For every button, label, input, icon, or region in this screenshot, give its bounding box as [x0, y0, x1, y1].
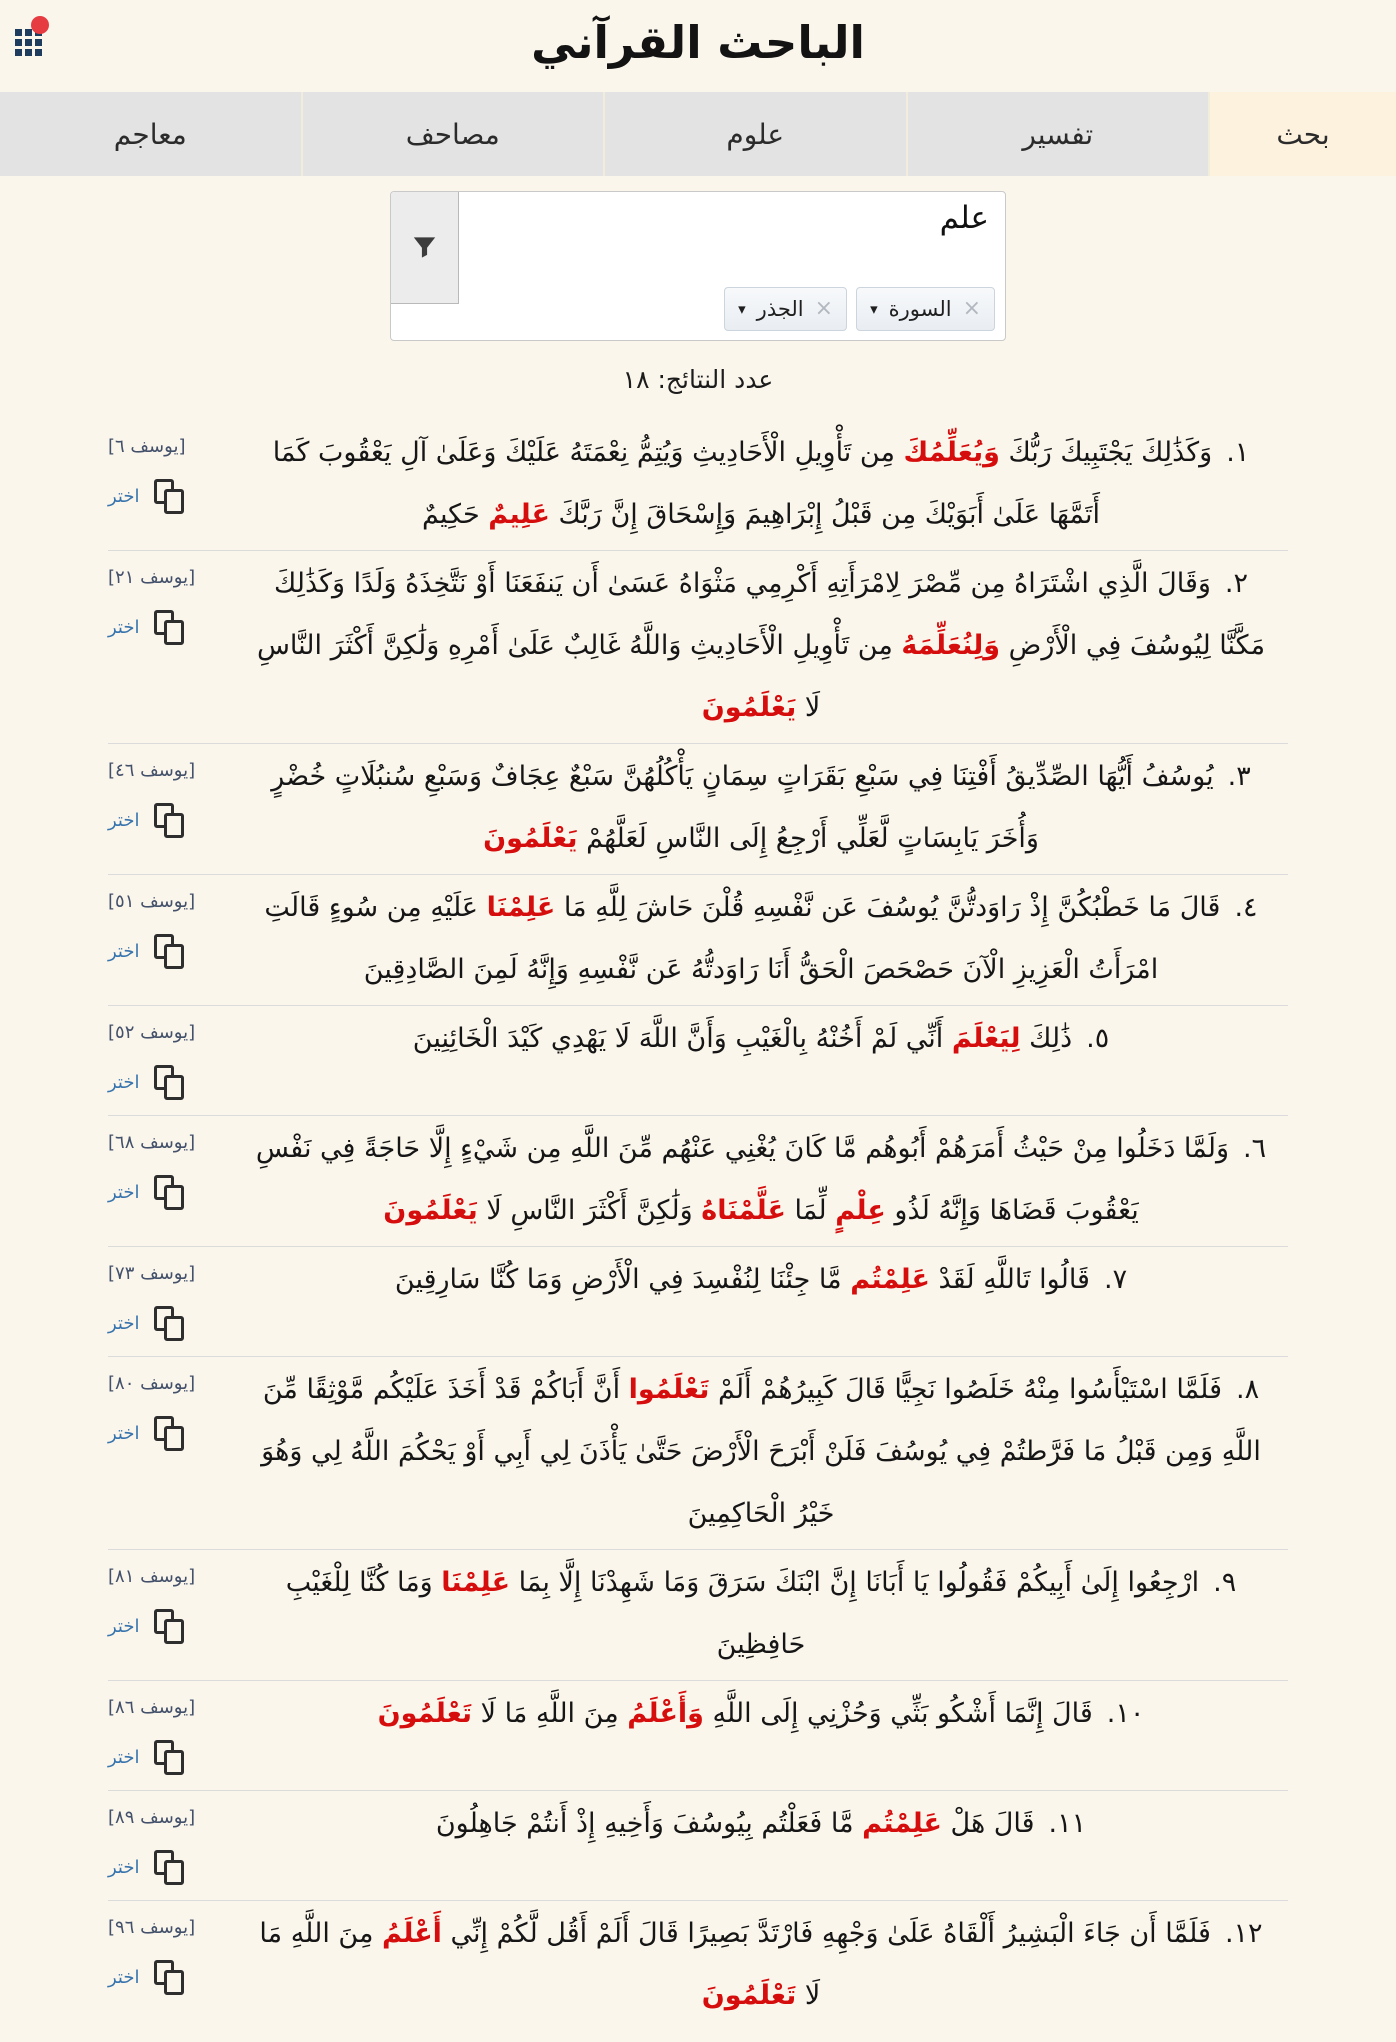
result-row	[108, 1791, 1288, 1901]
result-meta	[108, 1550, 218, 1644]
highlighted-word: عَلِمْنَا	[441, 1567, 511, 1598]
verse-text	[273, 437, 1213, 530]
copy-icon[interactable]	[154, 1740, 184, 1775]
verse-segment: مِنَ اللَّهِ مَا لَا	[472, 1698, 628, 1729]
copy-icon[interactable]	[154, 934, 184, 969]
highlighted-word: عِلْمٍ	[835, 1195, 886, 1226]
highlighted-word: تَعْلَمُونَ	[377, 1698, 473, 1729]
result-meta	[108, 1357, 218, 1451]
verse-segment: ارْجِعُوا إِلَىٰ أَبِيكُمْ فَقُولُوا يَا أَبَانَا إِنَّ ابْنَكَ سَرَقَ وَمَا شَهِدْنَا إِلَّا بِمَا	[510, 1567, 1200, 1598]
search-panel	[390, 191, 1006, 341]
highlighted-word: وَيُعَلِّمُكَ	[903, 437, 1000, 468]
tab-label: مصاحف	[405, 117, 500, 151]
verse-segment: قَالَ إِنَّمَا أَشْكُو بَثِّي وَحُزْنِي إِلَى اللَّهِ	[703, 1698, 1093, 1729]
choose-link[interactable]: اختر	[108, 1857, 140, 1878]
verse-segment: لِّمَا	[785, 1195, 836, 1226]
nav-tabs	[0, 92, 1396, 176]
verse-text	[264, 892, 1220, 985]
copy-icon[interactable]	[154, 1065, 184, 1100]
result-meta	[108, 551, 218, 645]
verse-segment: قَالَ مَا خَطْبُكُنَّ إِذْ رَاوَدتُّنَّ يُوسُفَ عَن نَّفْسِهِ قُلْنَ حَاشَ لِلَّهِ مَا	[555, 892, 1221, 923]
result-actions	[108, 610, 218, 645]
verse-number: ٢.	[1224, 568, 1249, 599]
result-actions	[108, 1850, 218, 1885]
verse-segment: قَالَ هَلْ	[941, 1808, 1035, 1839]
verse-segment: حَكِيمٌ	[421, 499, 489, 530]
verse-number: ٤.	[1234, 892, 1258, 923]
result-meta	[108, 1791, 218, 1885]
verse-text	[378, 1698, 1093, 1729]
verse	[218, 875, 1288, 1005]
filter-chips	[724, 287, 995, 331]
tab-tafsir[interactable]	[908, 92, 1211, 176]
highlighted-word: يَعْلَمُونَ	[701, 692, 797, 723]
verse-segment: أَنَّ أَبَاكُمْ قَدْ أَخَذَ عَلَيْكُم مَّوْثِقًا مِّنَ اللَّهِ وَمِن قَبْلُ مَا فَرَّطتُمْ فِي يُوسُفَ فَلَنْ أَبْرَحَ الْأَرْضَ حَتَّىٰ يَأْذَنَ لِي أَبِي أَوْ يَحْكُمَ اللَّهُ لِي وَهُوَ خَيْرُ الْحَاكِمِينَ	[261, 1374, 1261, 1529]
search-input[interactable]: علم	[939, 200, 989, 236]
copy-icon[interactable]	[154, 1609, 184, 1644]
result-row	[108, 1901, 1288, 2031]
highlighted-word: وَأَعْلَمُ	[627, 1698, 704, 1729]
verse	[218, 1247, 1288, 1315]
verse	[218, 1681, 1288, 1749]
chevron-down-icon: ▾	[870, 299, 878, 318]
verse-number: ٥.	[1086, 1023, 1110, 1054]
copy-icon[interactable]	[154, 803, 184, 838]
verse-segment: وَقَالَ الَّذِي اشْتَرَاهُ مِن مِّصْرَ لِامْرَأَتِهِ أَكْرِمِي مَثْوَاهُ عَسَىٰ أَن يَنفَعَنَا أَوْ نَتَّخِذَهُ وَلَدًا وَكَذَٰلِكَ مَكَّنَّا لِيُوسُفَ فِي الْأَرْضِ	[273, 568, 1266, 661]
choose-link[interactable]: اختر	[108, 1423, 140, 1444]
verse-text	[413, 1023, 1072, 1054]
highlighted-word: يَعْلَمُونَ	[383, 1195, 478, 1226]
remove-filter-icon[interactable]: ×	[814, 296, 834, 321]
verse	[218, 1550, 1288, 1680]
verse-number: ١١.	[1048, 1808, 1087, 1839]
highlighted-word: عَلَّمْنَاهُ	[701, 1195, 786, 1226]
result-actions	[108, 1065, 218, 1100]
verse-segment: عَلَيْهِ مِن سُوءٍ قَالَتِ امْرَأَتُ الْعَزِيزِ الْآنَ حَصْحَصَ الْحَقُّ أَنَا رَاوَدتُّهُ عَن نَّفْسِهِ وَإِنَّهُ لَمِنَ الصَّادِقِينَ	[264, 892, 1159, 985]
verse-reference: [يوسف ٦٨]	[108, 1132, 196, 1153]
choose-link[interactable]: اختر	[108, 1616, 140, 1637]
choose-link[interactable]: اختر	[108, 617, 140, 638]
verse-number: ٩.	[1213, 1567, 1237, 1598]
verse-text	[256, 1133, 1229, 1226]
copy-icon[interactable]	[154, 1960, 184, 1995]
highlighted-word: وَلِنُعَلِّمَهُ	[901, 630, 1001, 661]
choose-link[interactable]: اختر	[108, 1313, 140, 1334]
logo-dot-icon	[31, 16, 49, 34]
copy-icon[interactable]	[154, 1175, 184, 1210]
verse-segment: مَّا فَعَلْتُم بِيُوسُفَ وَأَخِيهِ إِذْ أَنتُمْ جَاهِلُونَ	[435, 1808, 863, 1839]
result-actions	[108, 1609, 218, 1644]
result-row	[108, 1357, 1288, 1550]
verse-reference: [يوسف ٥١]	[108, 891, 196, 912]
verse-number: ١٢.	[1224, 1918, 1263, 1949]
verse-segment: فَلَمَّا اسْتَيْأَسُوا مِنْهُ خَلَصُوا نَجِيًّا قَالَ كَبِيرُهُمْ أَلَمْ	[709, 1374, 1223, 1405]
filter-button[interactable]	[391, 192, 459, 304]
result-row	[108, 744, 1288, 875]
copy-icon[interactable]	[154, 610, 184, 645]
highlighted-word: يَعْلَمُونَ	[483, 823, 578, 854]
verse-segment: مَّا جِئْنَا لِنُفْسِدَ فِي الْأَرْضِ وَمَا كُنَّا سَارِقِينَ	[394, 1264, 851, 1295]
result-row	[108, 1247, 1288, 1357]
choose-link[interactable]: اختر	[108, 810, 140, 831]
verse	[218, 1006, 1288, 1074]
result-meta	[108, 744, 218, 838]
verse-segment: أَنِّي لَمْ أَخُنْهُ بِالْغَيْبِ وَأَنَّ اللَّهَ لَا يَهْدِي كَيْدَ الْخَائِنِينَ	[412, 1023, 952, 1054]
verse	[218, 1791, 1288, 1859]
verse-segment: وَلَمَّا دَخَلُوا مِنْ حَيْثُ أَمَرَهُمْ أَبُوهُم مَّا كَانَ يُغْنِي عَنْهُم مِّنَ اللَّهِ مِن شَيْءٍ إِلَّا حَاجَةً فِي نَفْسِ يَعْقُوبَ قَضَاهَا وَإِنَّهُ لَذُو	[255, 1133, 1230, 1226]
highlighted-word: عَلِيمٌ	[488, 499, 550, 530]
verse-text	[395, 1264, 1090, 1295]
highlighted-word: عَلِمْتُم	[862, 1808, 942, 1839]
verse-number: ١٠.	[1106, 1698, 1145, 1729]
results-count: عدد النتائج: ١٨	[622, 365, 774, 394]
result-actions	[108, 1960, 218, 1995]
result-actions	[108, 934, 218, 969]
verse-reference: [يوسف ٨٩]	[108, 1807, 196, 1828]
filter-chip-label: السورة	[888, 297, 952, 321]
result-actions	[108, 1740, 218, 1775]
verse-text	[286, 1567, 1199, 1660]
chevron-down-icon: ▾	[738, 299, 746, 318]
choose-link[interactable]: اختر	[108, 1967, 140, 1988]
verse-reference: [يوسف ٦]	[108, 436, 186, 457]
copy-icon[interactable]	[154, 1416, 184, 1451]
result-row	[108, 1550, 1288, 1681]
verse-segment: مِن تَأْوِيلِ الْأَحَادِيثِ وَاللَّهُ غَالِبٌ عَلَىٰ أَمْرِهِ وَلَٰكِنَّ أَكْثَرَ النَّاسِ لَا	[256, 630, 902, 723]
verse	[218, 744, 1288, 874]
verse-reference: [يوسف ٩٦]	[108, 1917, 196, 1938]
result-row	[108, 875, 1288, 1006]
result-actions	[108, 1175, 218, 1210]
result-row	[108, 1681, 1288, 1791]
verse	[218, 1901, 1288, 2031]
page-header	[0, 0, 1396, 92]
verse-segment: فَلَمَّا أَن جَاءَ الْبَشِيرُ أَلْقَاهُ عَلَىٰ وَجْهِهِ فَارْتَدَّ بَصِيرًا قَالَ أَلَمْ أَقُل لَّكُمْ إِنِّي	[441, 1918, 1211, 1949]
verse-segment: وَلَٰكِنَّ أَكْثَرَ النَّاسِ لَا	[477, 1195, 702, 1226]
result-meta	[108, 1681, 218, 1775]
verse-segment: وَمَا كُنَّا لِلْغَيْبِ حَافِظِينَ	[285, 1567, 806, 1660]
tab-search[interactable]	[1210, 92, 1396, 176]
verse	[218, 1116, 1288, 1246]
copy-icon[interactable]	[154, 479, 184, 514]
result-row	[108, 1006, 1288, 1116]
result-meta	[108, 1901, 218, 1995]
copy-icon[interactable]	[154, 1306, 184, 1341]
result-meta	[108, 1247, 218, 1341]
tab-sciences[interactable]	[605, 92, 908, 176]
verse-segment: مِن تَأْوِيلِ الْأَحَادِيثِ وَيُتِمُّ نِعْمَتَهُ عَلَيْكَ وَعَلَىٰ آلِ يَعْقُوبَ كَمَا أَتَمَّهَا عَلَىٰ أَبَوَيْكَ مِن قَبْلُ إِبْرَاهِيمَ وَإِسْحَاقَ إِنَّ رَبَّكَ	[272, 437, 1100, 530]
verse-segment: قَالُوا تَاللَّهِ لَقَدْ	[929, 1264, 1090, 1295]
verse	[218, 1357, 1288, 1549]
verse-reference: [يوسف ٧٣]	[108, 1263, 196, 1284]
verse-number: ٨.	[1236, 1374, 1260, 1405]
result-actions	[108, 1416, 218, 1451]
result-meta	[108, 875, 218, 969]
verse-number: ٧.	[1103, 1264, 1128, 1295]
highlighted-word: عَلِمْنَا	[486, 892, 556, 923]
result-meta	[108, 1116, 218, 1210]
result-row	[108, 551, 1288, 744]
verse-segment: ذَٰلِكَ	[1020, 1023, 1073, 1054]
result-actions	[108, 803, 218, 838]
tab-label: معاجم	[113, 117, 187, 151]
verse-number: ٣.	[1227, 761, 1251, 792]
tab-label: تفسير	[1022, 117, 1094, 151]
choose-link[interactable]: اختر	[108, 941, 140, 962]
result-row	[108, 420, 1288, 551]
tab-label: بحث	[1276, 117, 1330, 151]
verse-segment: مِنَ اللَّهِ مَا لَا	[259, 1918, 821, 2011]
copy-icon[interactable]	[154, 1850, 184, 1885]
results-list	[108, 420, 1288, 2031]
verse-reference: [يوسف ٨١]	[108, 1566, 196, 1587]
verse-text	[436, 1808, 1035, 1839]
filter-chip-label: الجذر	[756, 297, 804, 321]
highlighted-word: تَعْلَمُوا	[628, 1374, 710, 1405]
choose-link[interactable]: اختر	[108, 1182, 140, 1203]
verse-reference: [يوسف ٢١]	[108, 567, 196, 588]
choose-link[interactable]: اختر	[108, 1747, 140, 1768]
tab-mushafs[interactable]	[303, 92, 606, 176]
tab-label: علوم	[726, 117, 785, 151]
verse-reference: [يوسف ٨٠]	[108, 1373, 196, 1394]
result-actions	[108, 1306, 218, 1341]
verse-segment: يُوسُفُ أَيُّهَا الصِّدِّيقُ أَفْتِنَا فِي سَبْعِ بَقَرَاتٍ سِمَانٍ يَأْكُلُهُنَّ سَبْعٌ عِجَافٌ وَسَبْعِ سُنبُلَاتٍ خُضْرٍ وَأُخَرَ يَابِسَاتٍ لَّعَلِّي أَرْجِعُ إِلَى النَّاسِ لَعَلَّهُمْ	[271, 761, 1214, 854]
verse-text	[261, 1374, 1261, 1529]
verse-number: ٦.	[1243, 1133, 1267, 1164]
filter-chip-root[interactable]	[724, 287, 847, 331]
funnel-icon	[411, 234, 438, 261]
filter-chip-surah[interactable]	[856, 287, 995, 331]
remove-filter-icon[interactable]: ×	[962, 296, 981, 321]
verse	[218, 420, 1288, 550]
verse-text	[271, 761, 1213, 854]
choose-link[interactable]: اختر	[108, 486, 140, 507]
choose-link[interactable]: اختر	[108, 1072, 140, 1093]
highlighted-word: لِيَعْلَمَ	[951, 1023, 1021, 1054]
highlighted-word: تَعْلَمُونَ	[701, 1980, 797, 2011]
verse-text	[257, 568, 1265, 723]
verse-reference: [يوسف ٨٦]	[108, 1697, 196, 1718]
verse-reference: [يوسف ٥٢]	[108, 1022, 196, 1043]
highlighted-word: أَعْلَمُ	[382, 1918, 442, 1949]
tab-dictionaries[interactable]	[0, 92, 303, 176]
verse-reference: [يوسف ٤٦]	[108, 760, 196, 781]
result-meta	[108, 1006, 218, 1100]
verse-number: ١.	[1226, 437, 1250, 468]
verse	[218, 551, 1288, 743]
app-logo[interactable]	[15, 18, 55, 58]
verse-segment: وَكَذَٰلِكَ يَجْتَبِيكَ رَبُّكَ	[999, 437, 1213, 468]
result-row	[108, 1116, 1288, 1247]
page-title: الباحث القرآني	[531, 16, 865, 69]
result-actions	[108, 479, 218, 514]
highlighted-word: عَلِمْتُم	[850, 1264, 930, 1295]
result-meta	[108, 420, 218, 514]
verse-text	[259, 1918, 1211, 2011]
